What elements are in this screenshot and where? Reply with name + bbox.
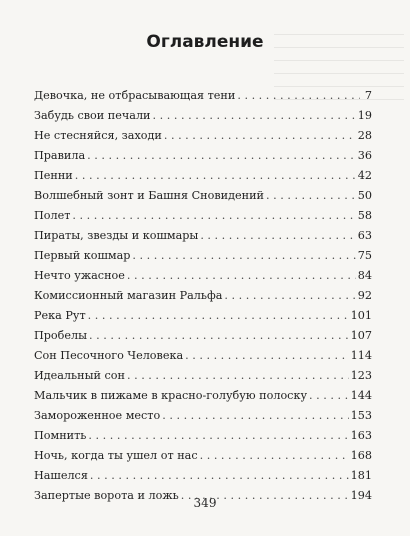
dot-leader xyxy=(127,366,349,386)
dot-leader xyxy=(127,266,356,286)
toc-entry xyxy=(34,206,372,226)
dot-leader xyxy=(88,426,348,446)
dot-leader xyxy=(200,226,355,246)
toc-entry-page: 42 xyxy=(357,169,372,182)
toc-entry xyxy=(34,466,372,486)
toc-entry-page: 194 xyxy=(350,489,372,502)
toc-entry-page: 92 xyxy=(357,289,372,302)
toc-entry-page: 107 xyxy=(350,329,372,342)
toc-entry-title: Нечто ужасное xyxy=(34,269,125,282)
toc-entry-title: Комиссионный магазин Ральфа xyxy=(34,289,223,302)
toc-entry-title: Правила xyxy=(34,149,86,162)
table-of-contents xyxy=(34,86,372,506)
dot-leader xyxy=(88,306,349,326)
toc-entry xyxy=(34,406,372,426)
dot-leader xyxy=(309,386,349,406)
dot-leader xyxy=(90,466,349,486)
toc-entry xyxy=(34,186,372,206)
dot-leader xyxy=(162,406,348,426)
toc-entry-title: Пираты, звезды и кошмары xyxy=(34,229,199,242)
toc-entry-page: 50 xyxy=(357,189,372,202)
toc-entry-title: Пробелы xyxy=(34,329,88,342)
toc-entry xyxy=(34,286,372,306)
toc-entry-title: Первый кошмар xyxy=(34,249,131,262)
toc-entry xyxy=(34,126,372,146)
toc-entry-page: 75 xyxy=(357,249,372,262)
toc-entry-page: 163 xyxy=(350,429,372,442)
toc-entry xyxy=(34,86,372,106)
toc-entry-page: 84 xyxy=(357,269,372,282)
toc-entry-page: 28 xyxy=(357,129,372,142)
toc-entry-title: Волшебный зонт и Башня Сновидений xyxy=(34,189,264,202)
toc-entry-title: Сон Песочного Человека xyxy=(34,349,184,362)
toc-entry-title: Запертые ворота и ложь xyxy=(34,489,179,502)
toc-entry-page: 19 xyxy=(357,109,372,122)
toc-entry xyxy=(34,386,372,406)
dot-leader xyxy=(87,146,356,166)
toc-entry-title: Река Рут xyxy=(34,309,86,322)
toc-entry-page: 36 xyxy=(357,149,372,162)
toc-entry xyxy=(34,366,372,386)
page-title: Оглавление xyxy=(146,32,264,52)
toc-entry-page: 7 xyxy=(364,89,372,102)
dot-leader xyxy=(75,166,356,186)
dot-leader xyxy=(224,286,355,306)
toc-entry-title: Не стесняйся, заходи xyxy=(34,129,162,142)
dot-leader xyxy=(200,446,349,466)
toc-entry xyxy=(34,266,372,286)
page-number: 349 xyxy=(193,496,217,510)
dot-leader xyxy=(266,186,356,206)
dot-leader xyxy=(185,346,349,366)
toc-entry xyxy=(34,346,372,366)
toc-entry-title: Полет xyxy=(34,209,71,222)
toc-entry xyxy=(34,306,372,326)
toc-entry-title: Пенни xyxy=(34,169,73,182)
toc-entry xyxy=(34,446,372,466)
toc-entry-page: 168 xyxy=(350,449,372,462)
toc-entry-page: 101 xyxy=(350,309,372,322)
toc-entry-page: 144 xyxy=(350,389,372,402)
toc-entry xyxy=(34,426,372,446)
dot-leader xyxy=(72,206,355,226)
toc-entry-title: Идеальный сон xyxy=(34,369,125,382)
toc-entry-page: 123 xyxy=(350,369,372,382)
toc-entry-page: 58 xyxy=(357,209,372,222)
dot-leader xyxy=(164,126,356,146)
toc-entry-title: Ночь, когда ты ушел от нас xyxy=(34,449,198,462)
toc-entry-title: Замороженное место xyxy=(34,409,161,422)
dot-leader xyxy=(132,246,355,266)
toc-entry xyxy=(34,326,372,346)
toc-entry-title: Мальчик в пижаме в красно-голубую полоску xyxy=(34,389,308,402)
toc-entry xyxy=(34,106,372,126)
dot-leader xyxy=(89,326,349,346)
toc-entry xyxy=(34,246,372,266)
toc-entry-title: Нашелся xyxy=(34,469,88,482)
toc-entry-page: 63 xyxy=(357,229,372,242)
dot-leader xyxy=(153,106,356,126)
toc-entry-page: 153 xyxy=(350,409,372,422)
toc-entry-page: 181 xyxy=(350,469,372,482)
toc-entry xyxy=(34,166,372,186)
toc-entry-title: Забудь свои печали xyxy=(34,109,151,122)
toc-entry-page: 114 xyxy=(350,349,372,362)
dot-leader xyxy=(237,86,360,106)
toc-entry-title: Девочка, не отбрасывающая тени xyxy=(34,89,236,102)
toc-entry xyxy=(34,226,372,246)
toc-entry xyxy=(34,146,372,166)
toc-entry-title: Помнить xyxy=(34,429,87,442)
